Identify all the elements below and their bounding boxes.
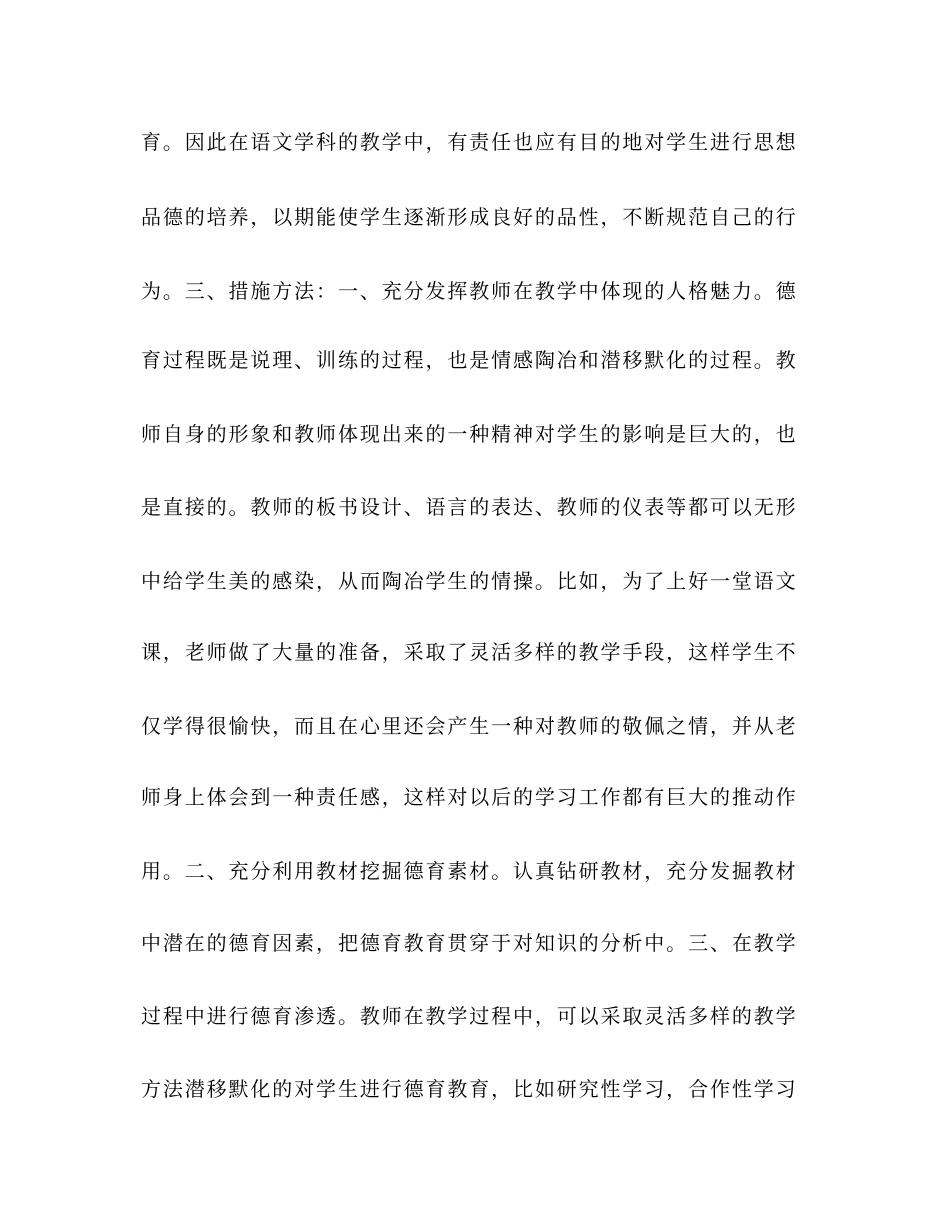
text-line: 仅学得很愉快，而且在心里还会产生一种对教师的敬佩之情，并从老 bbox=[141, 714, 796, 738]
text-line: 课，老师做了大量的准备，采取了灵活多样的教学手段，这样学生不 bbox=[141, 640, 796, 664]
text-line: 品德的培养，以期能使学生逐渐形成良好的品性，不断规范自己的行 bbox=[141, 205, 796, 229]
text-line: 中潜在的德育因素，把德育教育贯穿于对知识的分析中。三、在教学 bbox=[141, 931, 796, 955]
text-line: 育。因此在语文学科的教学中，有责任也应有目的地对学生进行思想 bbox=[141, 130, 796, 154]
text-line: 为。三、措施方法：一、充分发挥教师在教学中体现的人格魅力。德 bbox=[141, 279, 796, 303]
text-line: 过程中进行德育渗透。教师在教学过程中，可以采取灵活多样的教学 bbox=[141, 1004, 796, 1028]
text-line: 方法潜移默化的对学生进行德育教育，比如研究性学习，合作性学习 bbox=[141, 1077, 796, 1101]
text-line: 用。二、充分利用教材挖掘德育素材。认真钻研教材，充分发掘教材 bbox=[141, 859, 796, 883]
text-line: 中给学生美的感染，从而陶冶学生的情操。比如，为了上好一堂语文 bbox=[141, 569, 796, 593]
text-line: 师自身的形象和教师体现出来的一种精神对学生的影响是巨大的，也 bbox=[141, 422, 796, 446]
text-line: 是直接的。教师的板书设计、语言的表达、教师的仪表等都可以无形 bbox=[141, 495, 796, 519]
text-line: 师身上体会到一种责任感，这样对以后的学习工作都有巨大的推动作 bbox=[141, 785, 796, 809]
text-line: 育过程既是说理、训练的过程，也是情感陶冶和潜移默化的过程。教 bbox=[141, 348, 796, 372]
